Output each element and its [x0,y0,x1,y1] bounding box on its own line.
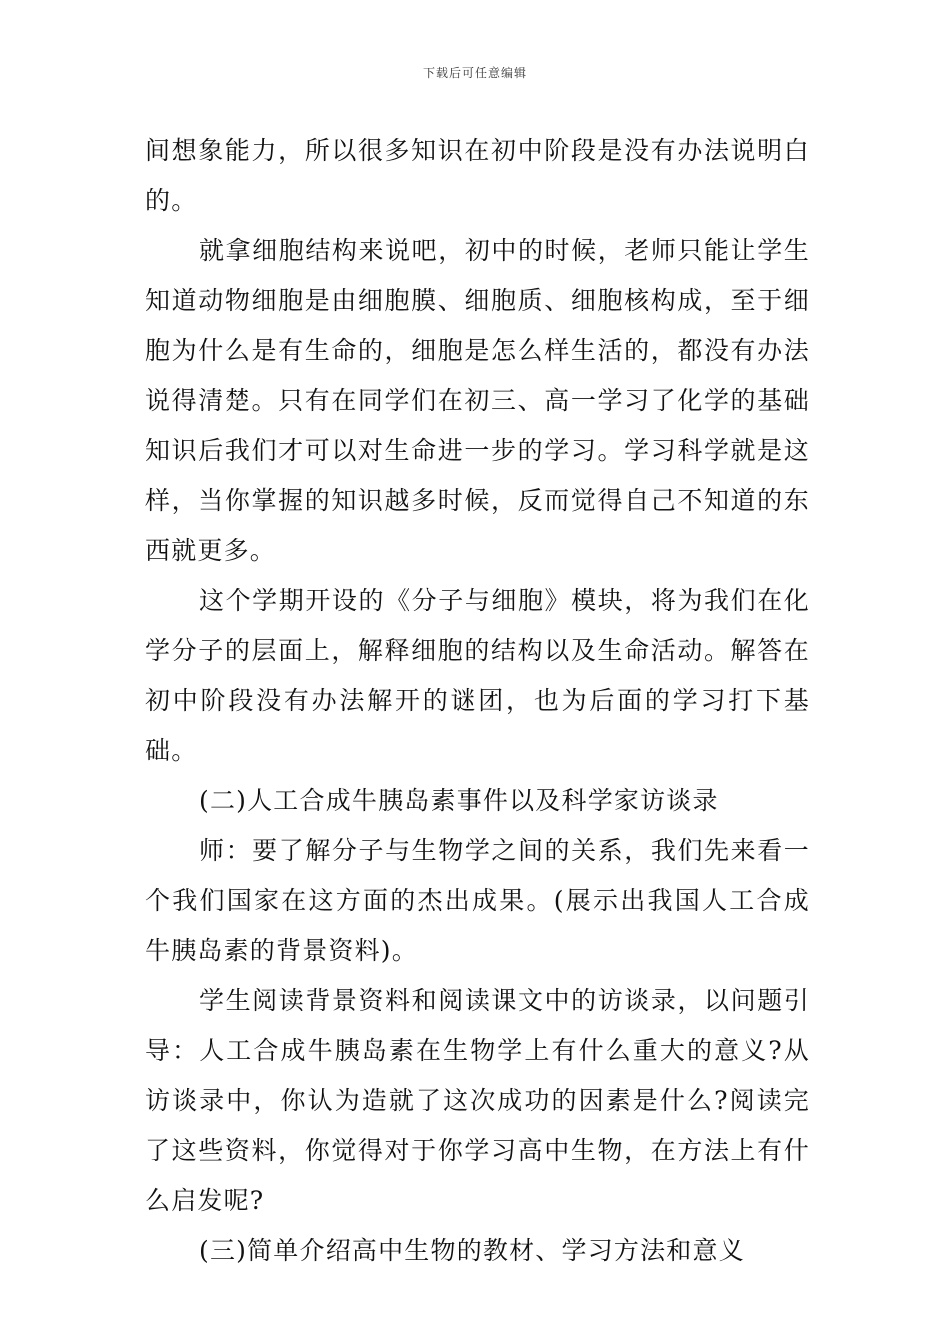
paragraph-student-reading: 学生阅读背景资料和阅读课文中的访谈录，以问题引导：人工合成牛胰岛素在生物学上有什么重大的意义?从访谈录中，你认为造就了这次成功的因素是什么?阅读完了这些资料，你觉得对于你学习高中生物，在方法上有什么启发呢? [145,986,810,1215]
paragraph-cell-structure: 就拿细胞结构来说吧，初中的时候，老师只能让学生知道动物细胞是由细胞膜、细胞质、细胞核构成，至于细胞为什么是有生命的，细胞是怎么样生活的，都没有办法说得清楚。只有在同学们在初三、高一学习了化学的基础知识后我们才可以对生命进一步的学习。学习科学就是这样，当你掌握的知识越多时候，反而觉得自己不知道的东西就更多。 [145,236,810,565]
section-heading-3: (三)简单介绍高中生物的教材、学习方法和意义 [199,1236,745,1265]
page-header: 下载后可任意编辑 [422,66,527,80]
document-body [145,126,810,1276]
paragraph-continuation: 间想象能力，所以很多知识在初中阶段是没有办法说明白的。 [145,136,810,215]
section-heading-2: (二)人工合成牛胰岛素事件以及科学家访谈录 [199,786,719,815]
paragraph-module-intro: 这个学期开设的《分子与细胞》模块，将为我们在化学分子的层面上，解释细胞的结构以及生命活动。解答在初中阶段没有办法解开的谜团，也为后面的学习打下基础。 [145,586,810,765]
paragraph-teacher-intro: 师：要了解分子与生物学之间的关系，我们先来看一个我们国家在这方面的杰出成果。(展示出我国人工合成牛胰岛素的背景资料)。 [145,836,810,965]
